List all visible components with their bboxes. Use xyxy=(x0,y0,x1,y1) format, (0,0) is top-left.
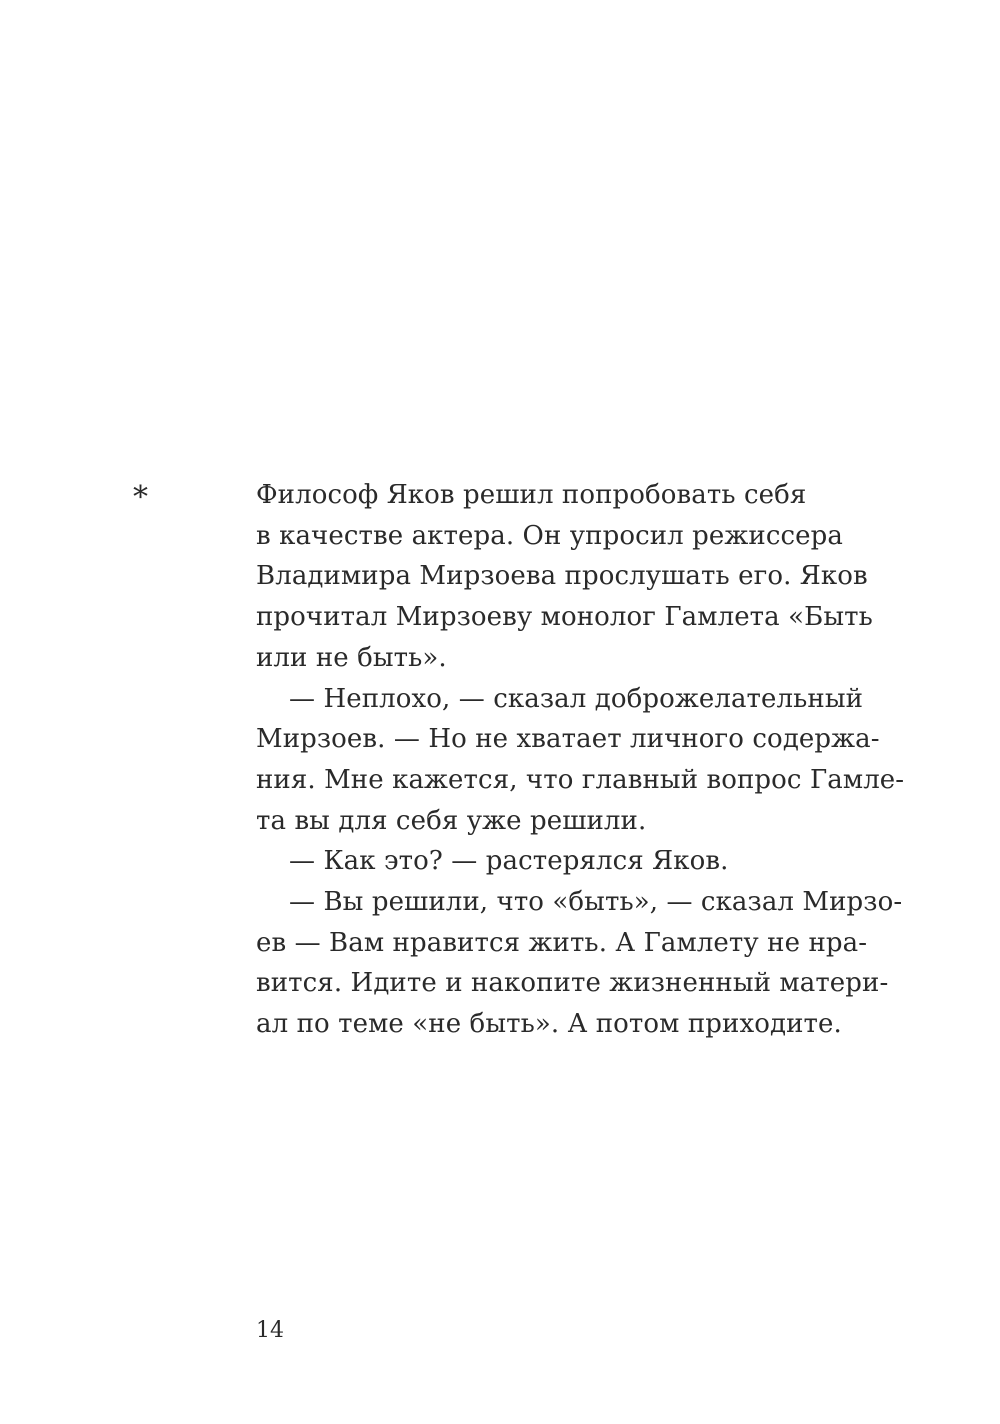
text-line: ния. Мне кажется, что главный вопрос Гамле- xyxy=(256,764,905,795)
text-line: Философ Яков решил попробовать себя xyxy=(256,480,807,510)
text-line: Владимира Мирзоева прослушать его. Яков xyxy=(256,561,868,592)
page-number: 14 xyxy=(256,1318,284,1343)
story-text xyxy=(256,475,905,1045)
dialogue-line: — Вы решили, что «быть», — сказал Мирзо- xyxy=(289,887,903,918)
text-line: Мирзоев. — Но не хватает личного содержа- xyxy=(256,724,880,755)
dialogue-line: — Как это? — растерялся Яков. xyxy=(289,846,729,877)
text-line: вится. Идите и накопите жизненный матери- xyxy=(256,968,889,999)
text-line: ал по теме «не быть». А потом приходите. xyxy=(256,1009,842,1040)
text-line: та вы для себя уже решили. xyxy=(256,805,647,836)
dialogue-line: — Неплохо, — сказал доброжелательный xyxy=(289,683,864,714)
text-line: в качестве актера. Он упросил режиссера xyxy=(256,520,843,551)
asterisk-ornament: * xyxy=(133,480,148,515)
text-line: ев — Вам нравится жить. А Гамлету не нра- xyxy=(256,927,868,958)
text-line: прочитал Мирзоеву монолог Гамлета «Быть xyxy=(256,602,873,633)
text-line: или не быть». xyxy=(256,642,447,673)
